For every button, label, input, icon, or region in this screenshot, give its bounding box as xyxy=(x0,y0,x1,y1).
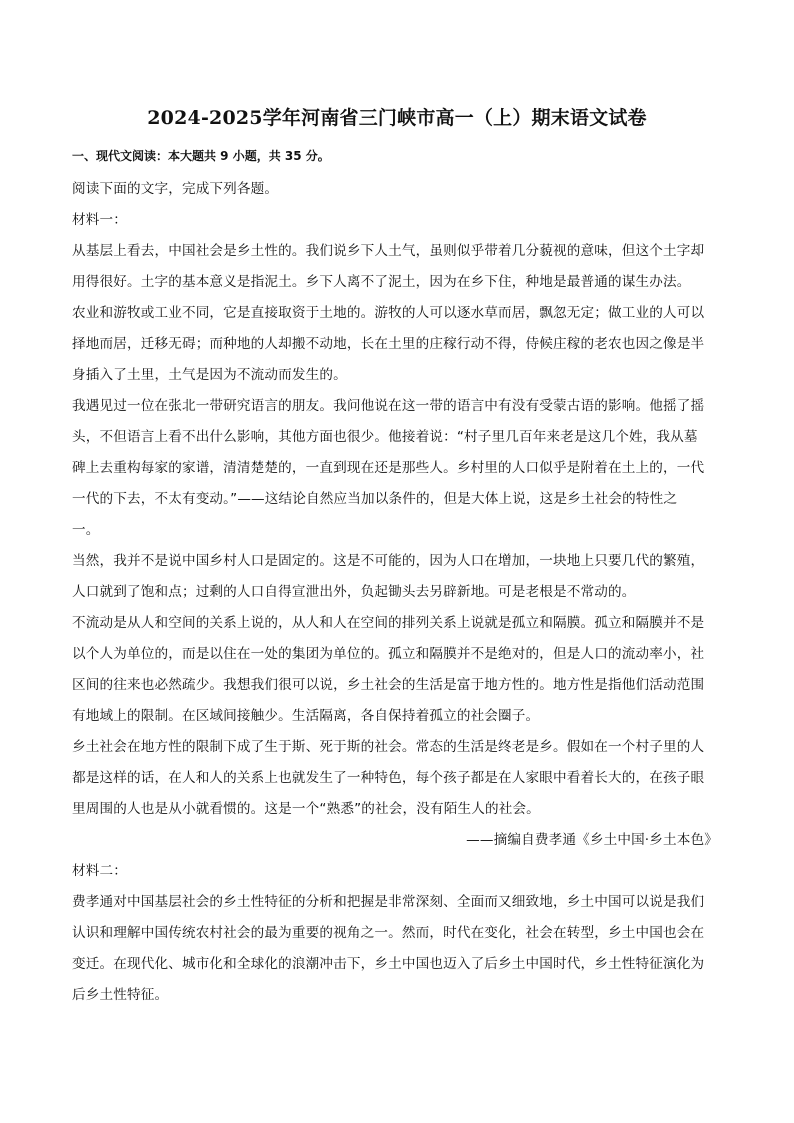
text-line: 头，不但语言上看不出什么影响，其他方面也很少。他接着说：“村子里几百年来老是这几个姓，我从墓 xyxy=(72,429,698,445)
text-line: 材料一： xyxy=(72,212,127,228)
text-line: 一代的下去，不太有变动。”——这结论自然应当加以条件的，但是大体上说，这是乡土社会的特性之 xyxy=(72,491,678,507)
text-line: 当然，我并不是说中国乡村人口是固定的。这是不可能的，因为人口在增加，一块地上只要几代的繁殖， xyxy=(72,553,705,569)
text-line: 我遇见过一位在张北一带研究语言的朋友。我问他说在这一带的语言中有没有受蒙古语的影响。他摇了摇 xyxy=(72,398,705,414)
text-line: 乡土社会在地方性的限制下成了生于斯、死于斯的社会。常态的生活是终老是乡。假如在一个村子里的人 xyxy=(72,739,705,755)
exam-title: 2024-2025学年河南省三门峡市高一（上）期末语文试卷 xyxy=(147,107,647,129)
text-line: 材料二： xyxy=(72,863,127,879)
text-line: 变迁。在现代化、城市化和全球化的浪潮冲击下，乡土中国也迈入了后乡土中国时代，乡土性特征演化为 xyxy=(72,956,705,972)
text-line: 从基层上看去，中国社会是乡土性的。我们说乡下人土气，虽则似乎带着几分藐视的意味，但这个土字却 xyxy=(72,243,705,259)
text-line: 用得很好。土字的基本意义是指泥土。乡下人离不了泥土，因为在乡下住，种地是最普通的谋生办法。 xyxy=(72,274,691,290)
text-line: 人口就到了饱和点；过剩的人口自得宣泄出外，负起锄头去另辟新地。可是老根是不常动的。 xyxy=(72,584,636,600)
text-line: 都是这样的话，在人和人的关系上也就发生了一种特色，每个孩子都是在人家眼中看着长大的，在孩子眼 xyxy=(72,770,705,786)
text-line: 农业和游牧或工业不同，它是直接取资于土地的。游牧的人可以逐水草而居，飘忽无定；做工业的人可以 xyxy=(72,305,705,321)
text-line: 一。 xyxy=(72,522,100,538)
text-line: 有地域上的限制。在区域间接触少。生活隔离，各自保持着孤立的社会圈子。 xyxy=(72,708,540,724)
text-line: 认识和理解中国传统农村社会的最为重要的视角之一。然而，时代在变化，社会在转型，乡土中国也会在 xyxy=(72,925,705,941)
text-line: 阅读下面的文字，完成下列各题。 xyxy=(72,181,279,197)
text-line: 身插入了土里，土气是因为不流动而发生的。 xyxy=(72,367,347,383)
text-line: 里周围的人也是从小就看惯的。这是一个“熟悉”的社会，没有陌生人的社会。 xyxy=(72,801,540,817)
text-line: 费孝通对中国基层社会的乡土性特征的分析和把握是非常深刻、全面而又细致地，乡土中国可以说是我们 xyxy=(72,894,705,910)
text-line: 区间的往来也必然疏少。我想我们很可以说，乡土社会的生活是富于地方性的。地方性是指他们活动范围 xyxy=(72,677,705,693)
source-citation: ——摘编自费孝通《乡土中国·乡土本色》 xyxy=(466,832,718,848)
text-line: 以个人为单位的，而是以住在一处的集团为单位的。孤立和隔膜并不是绝对的，但是人口的流动率小，社 xyxy=(72,646,705,662)
text-line: 不流动是从人和空间的关系上说的，从人和人在空间的排列关系上说就是孤立和隔膜。孤立和隔膜并不是 xyxy=(72,615,705,631)
text-line: 择地而居，迁移无碍；而种地的人却搬不动地，长在土里的庄稼行动不得，侍候庄稼的老农也因之像是半 xyxy=(72,336,705,352)
text-line: 后乡土性特征。 xyxy=(72,987,169,1003)
section-heading: 一、现代文阅读：本大题共 9 小题，共 35 分。 xyxy=(72,149,330,163)
text-line: 碑上去重构每家的家谱，清清楚楚的，一直到现在还是那些人。乡村里的人口似乎是附着在土上的，一代 xyxy=(72,460,705,476)
